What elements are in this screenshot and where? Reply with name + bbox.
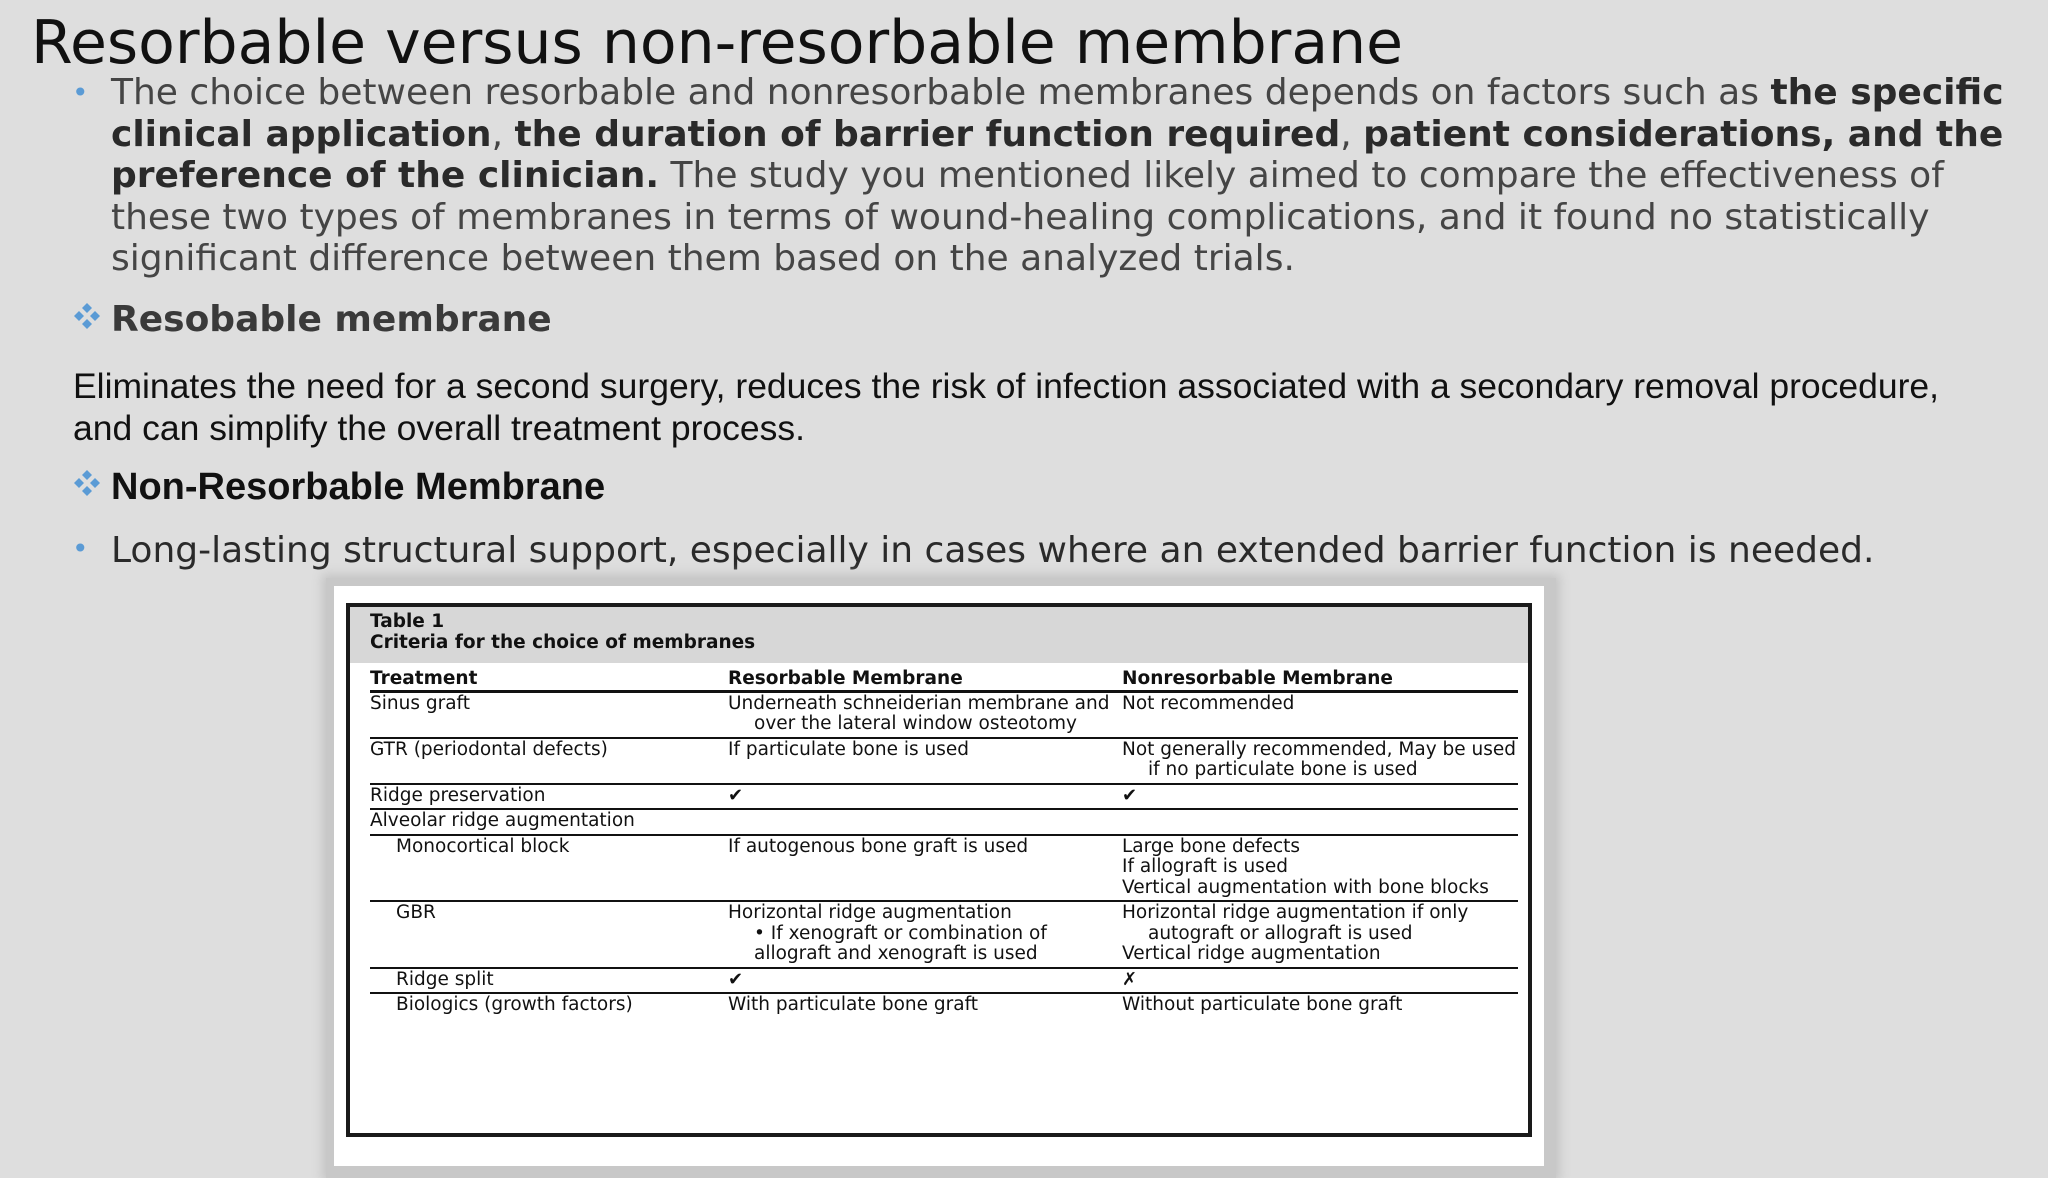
table-row xyxy=(370,738,1518,784)
resorbable-heading: Resobable membrane xyxy=(111,299,552,340)
criteria-table xyxy=(370,663,1518,1018)
table-image xyxy=(334,586,1544,1166)
intro-sep-2: , xyxy=(1340,113,1364,155)
table-caption-text: Criteria for the choice of membranes xyxy=(370,632,756,653)
nonresorbable-heading: Non-Resorbable Membrane xyxy=(111,466,606,508)
four-diamond-icon xyxy=(72,301,102,331)
cell-treatment: Ridge split xyxy=(370,968,728,994)
table-row xyxy=(370,784,1518,810)
cell-treatment: GBR xyxy=(370,901,728,968)
table-row xyxy=(370,835,1518,902)
cell-treatment: Biologics (growth factors) xyxy=(396,994,633,1015)
cell-treatment: GTR (periodontal defects) xyxy=(370,738,728,784)
checkmark-icon: ✔ xyxy=(728,784,1122,810)
cell-nonresorbable: Without particulate bone graft xyxy=(1122,994,1403,1015)
header-resorbable: Resorbable Membrane xyxy=(728,663,1122,691)
cell-treatment-group: Alveolar ridge augmentation xyxy=(370,809,1518,835)
criteria-table-frame xyxy=(346,603,1532,1137)
resorbable-heading-row xyxy=(72,299,2012,340)
table-row xyxy=(370,809,1518,835)
intro-bold-1: the specific clinical application xyxy=(111,72,2004,155)
cross-icon: ✗ xyxy=(1122,968,1518,994)
four-diamond-icon xyxy=(72,468,102,498)
table-row xyxy=(370,968,1518,994)
cell-nonresorbable: Horizontal ridge augmentation if only autograft or allograft is used Vertical ridge augmentation xyxy=(1122,901,1518,968)
cell-treatment: Monocortical block xyxy=(370,835,728,902)
intro-text-2: The study you mentioned likely aimed to compare the effectiveness of these two types of membranes in terms of wound-healing complications, and it found no statistically significant difference between them based on the analyzed trials. xyxy=(111,155,1944,279)
intro-text-1: The choice between resorbable and nonresorbable membranes depends on factors such as xyxy=(111,72,1771,113)
table-row xyxy=(370,901,1518,968)
intro-bold-3: patient considerations, and the preference of the clinician. xyxy=(111,113,2004,196)
header-treatment: Treatment xyxy=(370,663,728,691)
intro-bold-2: the duration of barrier function required xyxy=(514,113,1341,155)
nonresorbable-text: Long-lasting structural support, especially in cases where an extended barrier function is needed. xyxy=(111,530,1875,571)
cell-resorbable: If autogenous bone graft is used xyxy=(728,835,1122,902)
slide-title: Resorbable versus non-resorbable membrane xyxy=(31,8,1404,78)
cell-resorbable: Underneath schneiderian membrane and over the lateral window osteotomy xyxy=(728,691,1122,738)
table-row xyxy=(370,993,1518,1018)
cell-nonresorbable: Not generally recommended, May be used if no particulate bone is used xyxy=(1122,738,1518,784)
table-caption xyxy=(350,607,1528,663)
cell-resorbable: With particulate bone graft xyxy=(728,994,979,1015)
resorbable-description: Eliminates the need for a second surgery, reduces the risk of infection associated with a secondary removal procedure, and can simplify the overall treatment process. xyxy=(73,366,1940,448)
table-row xyxy=(370,691,1518,738)
bullet-dot: • xyxy=(72,532,89,565)
cell-nonresorbable: Not recommended xyxy=(1122,691,1518,738)
nonresorbable-bullet xyxy=(72,530,2012,572)
cell-treatment: Sinus graft xyxy=(370,691,728,738)
cell-treatment: Ridge preservation xyxy=(370,784,728,810)
intro-bullet xyxy=(72,72,2012,280)
cell-resorbable: If particulate bone is used xyxy=(728,738,1122,784)
checkmark-icon: ✔ xyxy=(1122,784,1518,810)
table-header-row xyxy=(370,663,1518,691)
nonresorbable-heading-row xyxy=(72,466,2012,509)
checkmark-icon: ✔ xyxy=(728,968,1122,994)
intro-sep-1: , xyxy=(491,113,515,155)
header-nonresorbable: Nonresorbable Membrane xyxy=(1122,663,1518,691)
intro-paragraph xyxy=(111,72,2012,280)
bullet-dot: • xyxy=(72,76,89,109)
table-label: Table 1 xyxy=(370,611,445,632)
cell-resorbable: Horizontal ridge augmentation • If xenograft or combination of allograft and xenograft is used xyxy=(728,901,1122,968)
cell-nonresorbable: Large bone defects If allograft is used Vertical augmentation with bone blocks xyxy=(1122,835,1518,902)
